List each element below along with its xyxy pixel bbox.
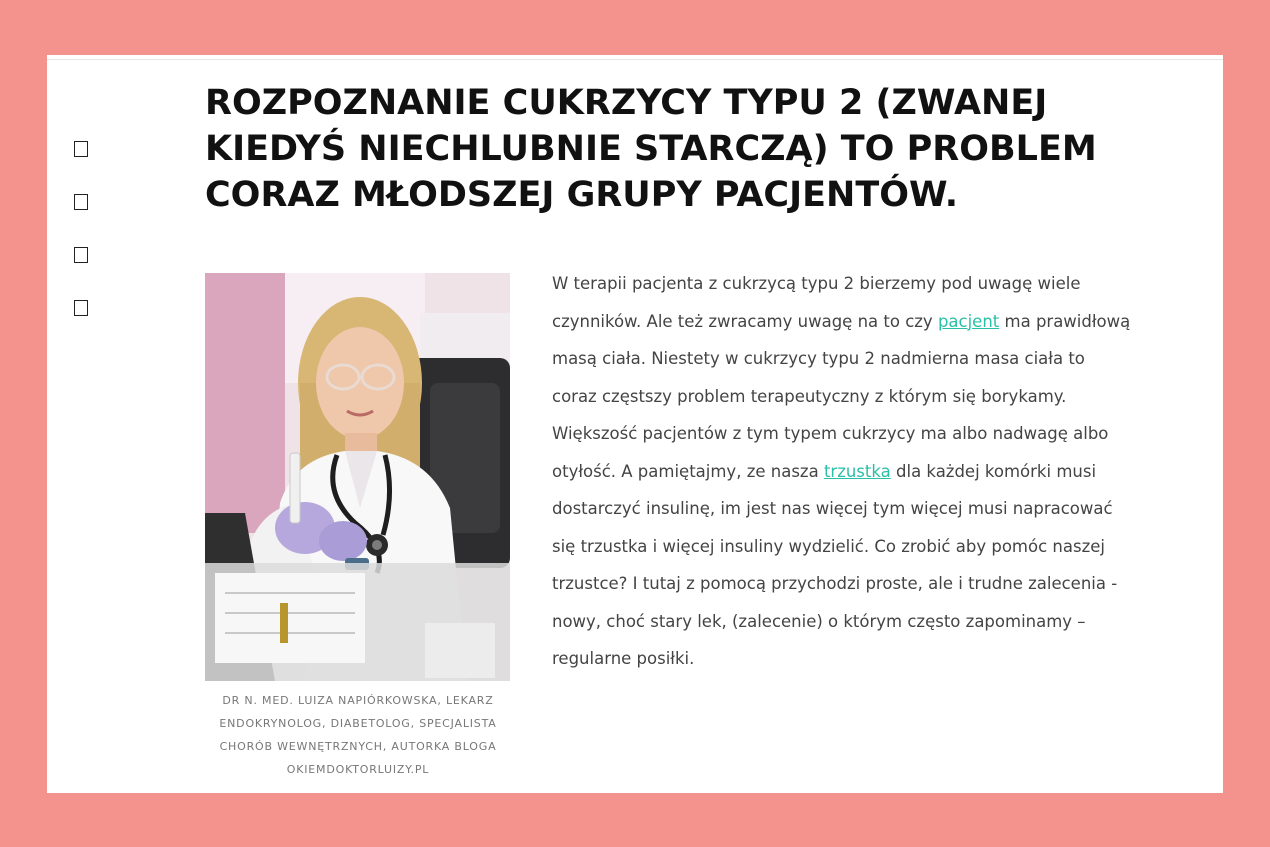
article-card [47, 55, 1223, 793]
pancreas-link[interactable]: trzustka [823, 461, 891, 481]
photo-caption: DR N. MED. LUIZA NAPIÓRKOWSKA, LEKARZ ENDOKRYNOLOG, DIABETOLOG, SPECJALISTA CHORÓB WEWNĘTRZNYCH, AUTORKA BLOGA OKIEMDOKTORLUIZY.PL [219, 694, 497, 776]
share-rail [74, 141, 92, 353]
patient-link[interactable]: pacjent [937, 311, 1000, 331]
share-icon-2[interactable] [74, 194, 88, 210]
article-body-part-2: ma prawidłową masą ciała. Niestety w cukrzycy typu 2 nadmierna masa ciała to coraz częstszy problem terapeutyczny z którym się borykamy. Większość pacjentów z tym typem cukrzycy ma albo nadwagę albo otyłość. A pamiętajmy, ze nasza [552, 311, 1131, 481]
share-icon-1[interactable] [74, 141, 88, 157]
article-body-part-1: W terapii pacjenta z cukrzycą typu 2 bierzemy pod uwagę wiele czynników. Ale też zwracamy uwagę na to czy [552, 274, 1081, 331]
doctor-photo [205, 273, 510, 681]
card-divider [47, 59, 1223, 60]
share-icon-4[interactable] [74, 300, 88, 316]
article-headline: ROZPOZNANIE CUKRZYCY TYPU 2 (ZWANEJ KIEDYŚ NIECHLUBNIE STARCZĄ) TO PROBLEM CORAZ MŁODSZEJ GRUPY PACJENTÓW. [205, 83, 1097, 215]
share-icon-3[interactable] [74, 247, 88, 263]
article-body [552, 265, 1132, 678]
article-body-part-3: dla każdej komórki musi dostarczyć insulinę, im jest nas więcej tym więcej musi napracować się trzustka i więcej insuliny wydzielić. Co zrobić aby pomóc naszej trzustce? I tutaj z pomocą przychodzi proste, ale i trudne zalecenia -nowy, choć stary lek, (zalecenie) o którym często zapominamy – regularne posiłki. [552, 461, 1118, 668]
